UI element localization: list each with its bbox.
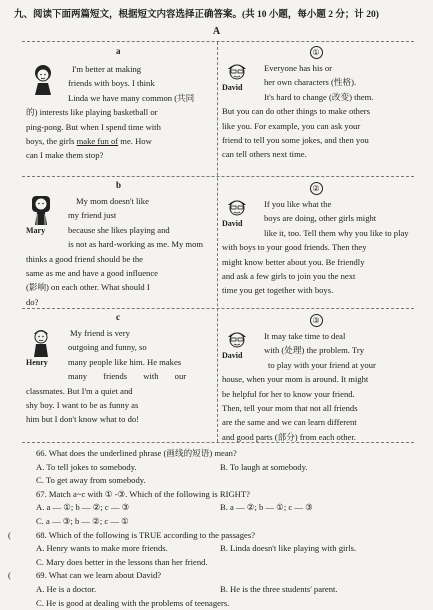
girl-icon	[26, 194, 56, 226]
questions-section	[8, 447, 428, 610]
option-c[interactable]: C. a — ③; b — ②; c — ①	[36, 515, 129, 526]
cell-mark: ②	[310, 182, 323, 195]
boy-icon	[26, 326, 56, 358]
question-stem: 68. Which of the following is TRUE according to the passages?	[36, 529, 256, 540]
letter-line: and good parts (部分) from each other.	[222, 431, 356, 442]
underlined-phrase: make fun of	[76, 136, 119, 147]
letter-line: because she likes playing and	[68, 224, 170, 235]
question-69	[8, 569, 428, 583]
option-a[interactable]: A. a — ①; b — ②; c — ③	[36, 502, 130, 513]
letter-line: shy boy. I want to be as funny as	[26, 400, 139, 411]
counselor-icon	[222, 197, 252, 219]
letter-line: can tell others next time.	[222, 149, 307, 160]
cell-mark: b	[116, 180, 122, 190]
letter-line: with boys to your good friends. Then they	[222, 242, 367, 253]
letter-line: can I make them stop?	[26, 150, 104, 161]
letter-line: friends with boys. I think	[68, 78, 155, 89]
letter-line: classmates. But I'm a quiet and	[26, 385, 133, 396]
cell-mark: ③	[310, 314, 323, 327]
letter-line: time you get together with boys.	[222, 285, 334, 296]
student-name: David	[222, 351, 243, 360]
letter-line: are the same and we can learn different	[222, 417, 357, 428]
option-row	[8, 474, 428, 488]
vertical-divider	[217, 42, 218, 442]
letter-line: ping-pong. But when I spend time with	[26, 121, 161, 132]
option-c[interactable]: C. He is good at dealing with the problems of teenagers.	[36, 597, 230, 608]
cell-mark: c	[116, 312, 120, 322]
option-a[interactable]: A. Henry wants to make more friends.	[36, 543, 168, 554]
option-row	[8, 501, 428, 515]
letter-line: boys are doing, other girls might	[264, 213, 377, 224]
row-divider	[22, 176, 414, 177]
student-name: Mary	[26, 226, 46, 235]
student-picture-mary	[26, 194, 62, 238]
option-a[interactable]: A. To tell jokes to somebody.	[36, 461, 137, 472]
letter-line: might know better about you. Be friendly	[222, 256, 365, 267]
reply-2	[222, 182, 410, 298]
letter-line: (影响) on each other. What should I	[26, 282, 150, 293]
letter-line: friend to tell you some jokes, and then you	[222, 135, 369, 146]
option-c[interactable]: C. To get away from somebody.	[36, 475, 146, 486]
counselor-icon	[222, 61, 252, 83]
letter-line: Linda we have many common (共同	[68, 92, 195, 103]
counselor-picture-david	[222, 197, 258, 231]
student-picture-linda	[26, 62, 62, 102]
question-68	[8, 529, 428, 543]
option-b[interactable]: B. To laugh at somebody.	[220, 461, 308, 472]
exercise-title: 九、阅读下面两篇短文，根据短文内容选择正确答案。(共 10 小题，每小题 2 分；计 20)	[14, 10, 379, 20]
question-67	[8, 488, 428, 502]
reply-1	[222, 46, 410, 162]
letter-line: to play with your friend at your	[268, 359, 376, 370]
student-picture-henry	[26, 326, 62, 370]
option-row	[8, 556, 428, 570]
letter-line: her own characters (性格).	[264, 77, 357, 88]
letter-line: But you can do other things to make others	[222, 106, 370, 117]
answer-bracket: (	[8, 529, 11, 540]
option-row	[8, 515, 428, 529]
letter-line: my friend just	[68, 210, 117, 221]
letter-line: is not as hard-working as me. My mom	[68, 239, 204, 250]
letter-line: like you. For example, you can ask your	[222, 120, 361, 131]
student-name: Henry	[26, 358, 48, 367]
student-name: David	[222, 83, 243, 92]
counselor-picture-david	[222, 61, 258, 95]
question-stem: 67. Match a~c with ① -③. Which of the following is RIGHT?	[36, 488, 250, 499]
letter-line: house, when your mom is around. It might	[222, 374, 369, 385]
option-row	[8, 583, 428, 597]
letter-a	[26, 46, 212, 163]
option-row	[8, 542, 428, 556]
letter-b	[26, 180, 212, 309]
option-row	[8, 597, 428, 610]
letter-line: outgoing and funny, so	[68, 342, 147, 353]
reply-3	[222, 314, 410, 444]
student-name: David	[222, 219, 243, 228]
letter-line: Everyone has his or	[264, 63, 333, 73]
question-66	[8, 447, 428, 461]
option-c[interactable]: C. Mary does better in the lessons than her friend.	[36, 556, 208, 567]
question-stem: 66. What does the underlined phrase (画线的短语) mean?	[36, 448, 237, 458]
letter-line: My friend is very	[70, 328, 130, 338]
girl-icon	[26, 62, 60, 96]
letter-line: many people like him. He makes	[68, 356, 182, 367]
question-stem: 69. What can we learn about David?	[36, 570, 162, 581]
option-b[interactable]: B. a — ②; b — ①; c — ③	[220, 502, 313, 513]
letter-line: My mom doesn't like	[76, 196, 149, 206]
letter-line: with (处理) the problem. Try	[264, 345, 365, 356]
option-row	[8, 461, 428, 475]
answer-bracket: (	[8, 570, 11, 581]
letter-line: It may take time to deal	[264, 331, 346, 341]
letter-line: It's hard to change (改变) them.	[264, 91, 374, 102]
cell-mark: ①	[310, 46, 323, 59]
letter-line: like it, too. Tell them why you like to play	[264, 227, 409, 238]
passage-grid	[22, 41, 414, 443]
letter-line: do?	[26, 296, 39, 307]
letter-line: him but I don't know what to do!	[26, 414, 140, 425]
cell-mark: a	[116, 46, 121, 56]
counselor-icon	[222, 329, 252, 351]
option-b[interactable]: B. Linda doesn't like playing with girls.	[220, 543, 357, 554]
letter-line: If you like what the	[264, 199, 332, 209]
letter-line: thinks a good friend should be the	[26, 253, 143, 264]
letter-line: same as me and have a good influence	[26, 268, 158, 279]
letter-line: 的) interests like playing basketball or	[26, 107, 158, 118]
letter-line: I'm better at making	[72, 64, 142, 74]
letter-line: Then, tell your mom that not all friends	[222, 403, 358, 414]
letter-c	[26, 312, 212, 427]
passage-label: A	[212, 26, 221, 37]
counselor-picture-david	[222, 329, 258, 363]
letter-line: and ask a few girls to join you the next	[222, 271, 356, 282]
letter-line: boys, the girls make fun of me. How	[26, 136, 152, 147]
letter-line: many friends with our	[68, 371, 187, 382]
option-a[interactable]: A. He is a doctor.	[36, 583, 97, 594]
option-b[interactable]: B. He is the three students' parent.	[220, 583, 338, 594]
letter-line: be helpful for her to know your friend.	[222, 388, 355, 399]
